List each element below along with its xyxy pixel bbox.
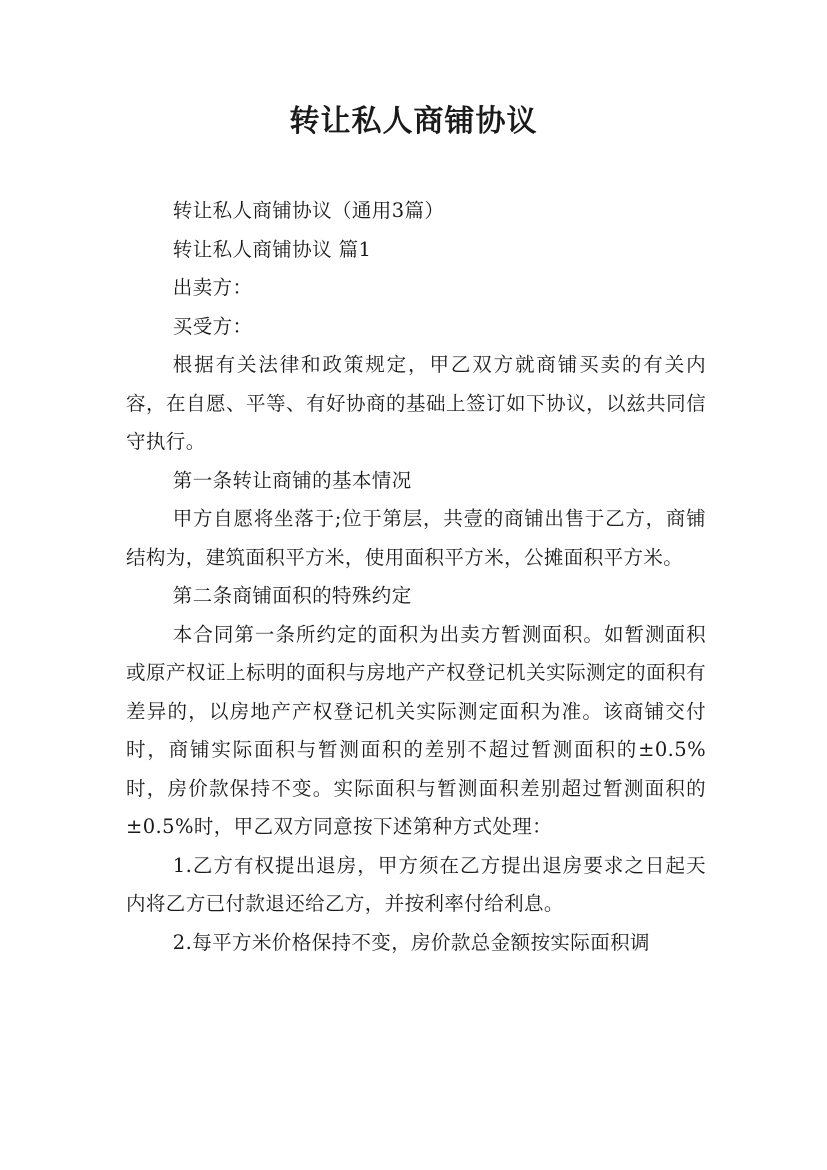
document-body [126,192,706,962]
paragraph-article-2-body: 本合同第一条所约定的面积为出卖方暂测面积。如暂测面积或原产权证上标明的面积与房地产产权登记机关实际测定的面积有差异的，以房地产产权登记机关实际测定面积为准。该商铺交付时，商铺实际面积与暂测面积的差别不超过暂测面积的±0.5%时，房价款保持不变。实际面积与暂测面积差别超过暂测面积的±0.5%时，甲乙双方同意按下述第种方式处理： [126,622,706,838]
paragraph-preamble: 根据有关法律和政策规定，甲乙双方就商铺买卖的有关内容，在自愿、平等、有好协商的基础上签订如下协议，以兹共同信守执行。 [126,353,706,453]
paragraph-section-heading: 转让私人商铺协议 篇1 [172,237,372,261]
paragraph-article-1-body: 甲方自愿将坐落于;位于第层，共壹的商铺出售于乙方，商铺结构为，建筑面积平方米，使用面积平方米，公摊面积平方米。 [126,507,706,569]
paragraph-buyer: 买受方： [172,314,253,338]
paragraph-article-2-heading: 第二条商铺面积的特殊约定 [172,584,412,607]
paragraph-option-2: 2.每平方米价格保持不变，房价款总金额按实际面积调 [172,930,650,954]
document-title: 转让私人商铺协议 [289,104,538,139]
paragraph-subtitle: 转让私人商铺协议（通用3篇） [172,199,445,222]
paragraph-article-1-heading: 第一条转让商铺的基本情况 [172,468,412,492]
paragraph-seller: 出卖方： [172,276,253,299]
paragraph-option-1: 1.乙方有权提出退房，甲方须在乙方提出退房要求之日起天内将乙方已付款退还给乙方，并按利率付给利息。 [126,853,706,915]
